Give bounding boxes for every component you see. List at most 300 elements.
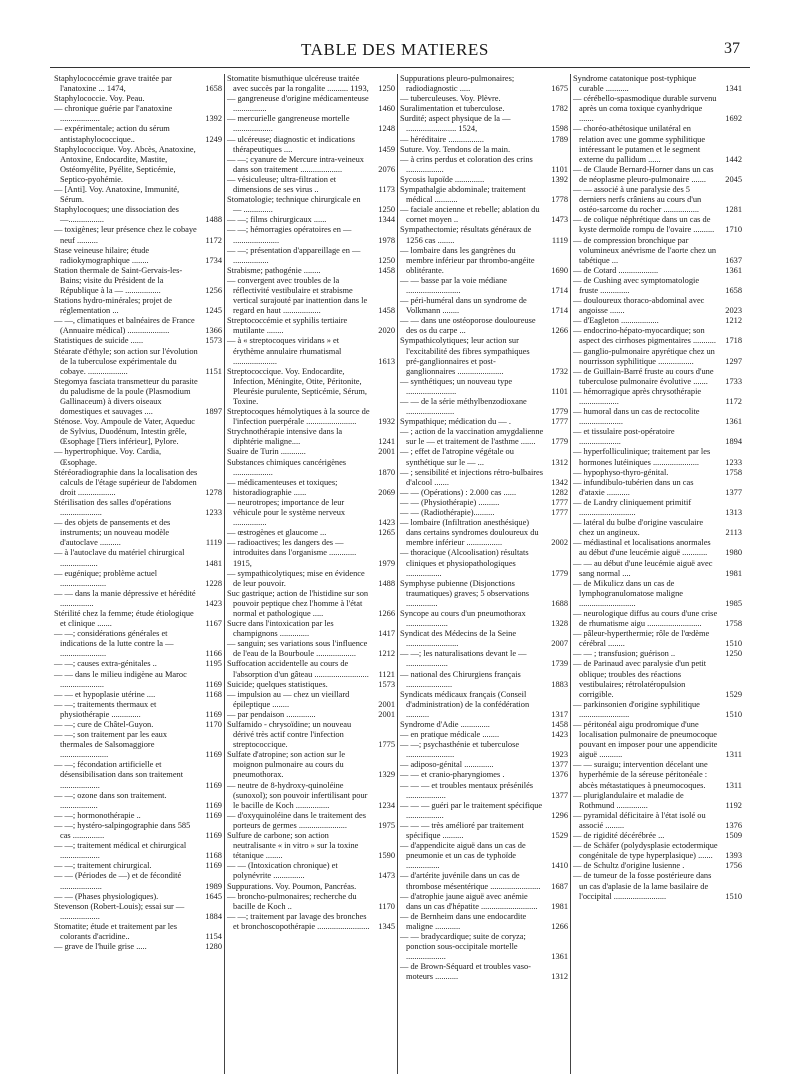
entry-page: 1376	[551, 770, 568, 780]
index-entry	[573, 236, 742, 266]
index-entry	[54, 266, 222, 296]
index-entry	[54, 225, 222, 245]
entry-text: — de colique néphrétique dans un cas de kyste dermoïde rompu de l'ovaire ..........	[573, 215, 715, 235]
entry-text: — — bradycardique; suite de coryza; ponction sous-occipitale mortelle ...................	[400, 931, 526, 962]
entry-text: — de Schultz d'origine lusienne .	[573, 861, 685, 871]
entry-page: 1423	[205, 598, 222, 608]
index-entry	[573, 720, 742, 760]
index-entry	[227, 74, 395, 94]
index-entry	[400, 912, 568, 932]
entry-page: 1169	[205, 709, 222, 719]
index-entry	[54, 871, 222, 891]
entry-page: 1296	[551, 810, 568, 820]
index-entry	[573, 841, 742, 861]
entry-text: — à « streptocoques viridans » et érythème annulaire rhumatismal .....................	[227, 336, 342, 366]
entry-text: — cérébello-spasmodique durable survenu après un coma toxique cyanhydrique .......	[573, 94, 717, 124]
entry-page: 1510	[725, 709, 742, 719]
index-entry	[400, 104, 568, 114]
entry-page: 1985	[725, 598, 742, 608]
entry-text: — médicamenteuses et toxiques; historadiographie ......	[227, 477, 338, 497]
entry-text: — — dans une ostéoporose douloureuse des os du carpe ...	[400, 316, 536, 336]
entry-text: — —; son traitement par les eaux thermales de Salsomaggiore .......................	[54, 730, 168, 760]
entry-text: — douloureux thoraco-abdominal avec angoisse .......	[573, 296, 705, 316]
entry-page: 2113	[725, 528, 742, 538]
entry-text: Staphylococcémie grave traitée par l'anatoxine ... 1474,	[54, 74, 172, 94]
entry-text: Sympathicolytiques; leur action sur l'excitabilité des fibres sympathiques pré-ganglionnaires et post-ganglionnaires ......................	[400, 336, 530, 376]
index-entry	[400, 246, 568, 276]
entry-page: 1121	[378, 669, 395, 679]
index-entry	[227, 478, 395, 498]
index-entry	[54, 942, 222, 952]
entry-text: — —; ozone dans son traitement. ..................	[54, 790, 167, 810]
entry-text: — —; cure de Châtel-Guyon.	[54, 720, 154, 729]
entry-text: Syndrome d'Adie ..............	[400, 720, 490, 729]
entry-text: — de compression bronchique par volumineux anévrisme de l'aorte chez un tabétique ...	[573, 235, 717, 265]
index-entry	[573, 468, 742, 478]
index-column-2	[225, 74, 398, 1074]
entry-text: — de rigidité décérébrée ...	[573, 831, 665, 841]
entry-page: 1488	[205, 215, 222, 225]
entry-text: — infundibulo-tubérien dans un cas d'ataxie ...........	[573, 477, 694, 497]
entry-page: 1732	[551, 366, 568, 376]
entry-text: — radioactives; les dangers des — introduites dans l'organisme ............. 1915,	[227, 538, 357, 568]
entry-text: Station thermale de Saint-Gervais-les-Bains; visite du Président de la République à la — .................	[54, 265, 183, 295]
entry-page: 1410	[551, 861, 568, 871]
entry-page: 1718	[725, 336, 742, 346]
entry-page: 1894	[725, 437, 742, 447]
index-entry	[400, 609, 568, 629]
entry-page: 1312	[551, 457, 568, 467]
index-entry	[227, 94, 395, 114]
entry-page: 1688	[551, 598, 568, 608]
entry-text: — eugénique; problème actuel ......................	[54, 568, 158, 588]
index-entry	[54, 296, 222, 316]
index-entry	[573, 316, 742, 326]
entry-text: — hémorragique après chrysothérapie ...................	[573, 386, 702, 406]
entry-text: — d'appendicite aiguë dans un cas de pneumonie et un cas de typhoïde ................	[400, 841, 526, 871]
entry-text: — — — et troubles mentaux présénilés ...................	[400, 780, 534, 800]
index-column-1	[52, 74, 225, 1074]
index-entry	[227, 639, 395, 659]
index-entry	[573, 811, 742, 831]
index-entry	[400, 427, 568, 447]
entry-text: — ; effet de l'atropine végétale ou synthétique sur le — ...	[400, 447, 514, 467]
entry-page: 1458	[551, 720, 568, 729]
entry-text: Staphylococcique. Voy. Abcès, Anatoxine, Antoxine, Endocardite, Mastite, Ostéomyélite, Pyélite, Septicémie, Septico-pyohémie.	[54, 144, 196, 184]
entry-text: — — (Opérations) : 2.000 cas ......	[400, 487, 517, 497]
entry-page: 1778	[551, 195, 568, 205]
index-entry	[573, 124, 742, 164]
entry-text: Stérilité chez la femme; étude étiologique et clinique .......	[54, 608, 194, 629]
entry-text: Suppurations pleuro-pulmonaires; radiodiagnostic .....	[400, 74, 515, 94]
entry-text: — parkinsonien d'origine syphilitique ........................	[573, 699, 700, 719]
entry-page: 1265	[378, 528, 395, 538]
entry-page: 1234	[378, 800, 395, 810]
entry-text: — broncho-pulmonaires; recherche du bacille de Koch ..	[227, 891, 357, 911]
entry-page: 1169	[205, 831, 222, 841]
entry-text: — —, climatiques et balnéaires de France (Annuaire médical) ....................	[54, 316, 195, 336]
entry-text: — gangreneuse d'origine médicamenteuse ................	[227, 94, 369, 114]
entry-text: — sympathicolytiques; mise en évidence de leur pouvoir.	[227, 568, 365, 588]
entry-page: 1312	[551, 972, 568, 982]
index-entry	[227, 619, 395, 639]
entry-text: Sulfate d'atropine; son action sur le moignon pulmonaire au cours du pneumothorax.	[227, 750, 346, 780]
page-title: TABLE DES MATIERES	[301, 40, 489, 59]
entry-text: — —; traitement médical et chirurgical ...................	[54, 841, 187, 861]
entry-page: 1734	[205, 255, 222, 265]
entry-text: Suc gastrique; action de l'histidine sur son pouvoir peptique chez l'homme à l'état normal et pathologique .....	[227, 588, 369, 618]
header-rule	[50, 67, 750, 68]
entry-page: 1170	[378, 901, 395, 911]
entry-page: 1459	[378, 144, 395, 154]
entry-page: 1361	[725, 417, 742, 427]
entry-page: 1166	[205, 649, 222, 659]
entry-text: — — associé à une paralysie des 5 derniers nerfs crâniens au cours d'un ostéo-sarcome du rocher .................	[573, 185, 702, 215]
index-entry	[573, 296, 742, 316]
entry-text: — pâleur-hyperthermie; rôle de l'œdème cérébral ........	[573, 629, 710, 649]
entry-text: — [Anti]. Voy. Anatoxine, Immunité, Sérum.	[54, 185, 180, 205]
entry-page: 1195	[205, 659, 222, 669]
index-entry	[400, 760, 568, 770]
index-entry	[54, 690, 222, 700]
index-entry	[573, 94, 742, 124]
entry-page: 1328	[551, 619, 568, 629]
entry-page: 1119	[551, 235, 568, 245]
entry-text: — — (Intoxication chronique) et polynévrite ...............	[227, 861, 338, 881]
entry-page: 1170	[205, 720, 222, 729]
entry-text: — de Claude Bernard-Horner dans un cas de néoplasme pleuro-pulmonaire .......	[573, 164, 714, 184]
entry-text: — d'atrophie jaune aiguë avec anémie dans un cas d'hépatite ...........................	[400, 891, 538, 911]
entry-text: — — dans le milieu indigène au Maroc .....................	[54, 669, 187, 689]
entry-page: 1423	[551, 730, 568, 740]
entry-page: 1169	[205, 750, 222, 760]
entry-text: Stéréoradiographie dans la localisation des calculs de l'étage supérieur de l'abdomen droit ..................	[54, 467, 198, 497]
index-entry	[400, 498, 568, 508]
index-entry	[227, 447, 395, 457]
entry-page: 1573	[378, 679, 395, 689]
index-entry	[400, 114, 568, 134]
entry-text: — péri-huméral dans un syndrome de Volkmann ........	[400, 296, 527, 316]
entry-text: Strabisme; pathogénie ........	[227, 265, 321, 275]
index-entry	[54, 468, 222, 498]
index-entry	[400, 821, 568, 841]
index-entry	[400, 145, 568, 155]
entry-text: Suture. Voy. Tendons de la main.	[400, 144, 511, 154]
entry-text: — neurologique diffus au cours d'une crise de rhumatisme aigu ..........................	[573, 608, 718, 629]
entry-page: 1282	[551, 487, 568, 497]
page-header	[50, 40, 740, 64]
entry-page: 1423	[378, 518, 395, 528]
entry-page: 2001	[378, 709, 395, 719]
entry-text: — impulsion au — chez un vieillard épileptique ........	[227, 689, 350, 709]
entry-text: Surdité; aspect physique de la — ........................ 1524,	[400, 114, 511, 134]
entry-text: Streptococcique. Voy. Endocardite, Infection, Méningite, Otite, Péritonite, Pleurésie purulente, Septicémie, Sérum, Toxine.	[227, 366, 367, 406]
index-entry	[54, 518, 222, 548]
entry-page: 2001	[378, 447, 395, 457]
entry-page: 1779	[551, 437, 568, 447]
index-entry	[573, 326, 742, 346]
entry-page: 1169	[205, 679, 222, 689]
index-entry	[227, 427, 395, 447]
index-entry	[573, 367, 742, 387]
index-entry	[54, 377, 222, 417]
index-entry	[400, 276, 568, 296]
index-entry	[54, 205, 222, 225]
index-entry	[54, 336, 222, 346]
entry-text: — expérimentale; action du sérum antistaphylococcique..	[54, 124, 170, 144]
entry-text: Stérilisation des salles d'opérations ....................	[54, 497, 172, 518]
index-entry	[54, 902, 222, 922]
index-entry	[54, 700, 222, 720]
index-entry	[54, 720, 222, 730]
index-entry	[400, 892, 568, 912]
index-entry	[400, 871, 568, 891]
entry-page: 1573	[205, 336, 222, 346]
entry-text: — synthétiques; un nouveau type ........................	[400, 376, 513, 396]
index-entry	[400, 770, 568, 780]
entry-text: — choréo-athétosique unilatéral en relation avec une gomme syphilitique intéressant le putamen et le segment externe du pallidum ......	[573, 124, 706, 164]
index-entry	[400, 548, 568, 578]
entry-text: — national des Chirurgiens français ......................	[400, 669, 521, 689]
entry-text: — à l'autoclave du matériel chirurgical ..................	[54, 548, 185, 568]
entry-text: Stevenson (Robert-Louis); essai sur — ...................	[54, 901, 185, 921]
index-columns	[52, 74, 748, 1074]
entry-text: — de Guillain-Barré fruste au cours d'une tuberculose pulmonaire évolutive .......	[573, 366, 714, 386]
entry-page: 1250	[725, 649, 742, 659]
entry-text: — — — guéri par le traitement spécifique ..................	[400, 800, 543, 820]
entry-page: 1870	[378, 467, 395, 477]
entry-page: 1169	[205, 810, 222, 820]
index-entry	[400, 730, 568, 740]
entry-text: — —; traitements thermaux et physiothérapie ..............	[54, 699, 157, 719]
index-entry	[54, 629, 222, 659]
entry-text: Stomatite; étude et traitement par les colorants d'acridine..	[54, 921, 178, 941]
entry-text: — — dans la manie dépressive et hérédité ................	[54, 588, 196, 608]
entry-text: Syndrome catatonique post-typhique curable ...........	[573, 74, 697, 94]
entry-text: — — (Physiothérapie) ..........	[400, 497, 500, 507]
index-entry	[227, 336, 395, 366]
index-entry	[573, 347, 742, 367]
index-entry	[54, 498, 222, 518]
index-entry	[227, 659, 395, 679]
entry-text: — ulcéreuse; diagnostic et indications thérapeutiques ....	[227, 134, 355, 154]
entry-text: — grave de l'huile grise .....	[54, 942, 147, 952]
entry-text: Substances chimiques cancérigènes ...................	[227, 457, 347, 477]
entry-text: — d'artérite juvénile dans un cas de thrombose mésentérique ........................	[400, 871, 541, 891]
entry-text: — de Parinaud avec paralysie d'un petit oblique; troubles des réactions vestibulaires; rétrolatéropulsion corrigible.	[573, 659, 707, 699]
entry-text: — — et hypoplasie utérine ....	[54, 689, 156, 699]
entry-text: — —; présentation d'appareillage en — .................	[227, 245, 361, 265]
index-entry	[573, 791, 742, 811]
index-entry	[400, 579, 568, 609]
index-entry	[573, 538, 742, 558]
entry-page: 1329	[378, 770, 395, 780]
entry-text: — —; psychasthénie et tuberculose .......................	[400, 740, 520, 760]
index-entry	[573, 478, 742, 498]
entry-page: 1119	[205, 538, 222, 548]
entry-page: 1417	[378, 629, 395, 639]
index-entry	[400, 175, 568, 185]
entry-text: — —; hystéro-salpingographie dans 585 cas ...............	[54, 820, 191, 841]
entry-text: — endocrino-hépato-myocardique; son aspect des cirrhoses pigmentaires ...........	[573, 326, 716, 346]
index-entry	[573, 407, 742, 427]
entry-text: — œstrogènes et glaucome ...	[227, 528, 327, 538]
index-entry	[573, 427, 742, 447]
entry-page: 1510	[725, 639, 742, 649]
entry-text: — hypophyso-thyro-génital.	[573, 467, 669, 477]
entry-page: 1714	[551, 285, 568, 295]
entry-page: 1758	[725, 619, 742, 629]
index-entry	[54, 74, 222, 94]
index-entry	[400, 488, 568, 498]
page-number: 37	[724, 40, 740, 57]
index-entry	[400, 841, 568, 871]
entry-page: 1658	[725, 285, 742, 295]
entry-page: 1733	[725, 376, 742, 386]
index-entry	[54, 730, 222, 760]
index-entry	[400, 670, 568, 690]
entry-text: — hyperfolliculinique; traitement par les hormones lutéiniques ......................	[573, 447, 711, 467]
entry-text: — mercurielle gangreneuse mortelle ...................	[227, 114, 350, 134]
entry-text: — —; cyanure de Mercure intra-veineux dans son traitement ....................	[227, 154, 364, 174]
entry-page: 1645	[205, 891, 222, 901]
entry-page: 1975	[378, 820, 395, 830]
entry-text: — pluriglandulaire et maladie de Rothmund ...............	[573, 790, 684, 810]
entry-page: 1266	[551, 326, 568, 336]
entry-page: 1342	[551, 477, 568, 487]
index-entry	[573, 629, 742, 649]
index-entry	[227, 912, 395, 932]
index-entry	[227, 215, 395, 225]
entry-page: 2045	[725, 174, 742, 184]
entry-text: — — suraigu; intervention décelant une hyperhémie de la séreuse péritonéale : abcès métastatiques à pneumocoques.	[573, 760, 708, 790]
index-entry	[54, 609, 222, 629]
entry-page: 1458	[378, 306, 395, 316]
index-entry	[573, 861, 742, 871]
index-entry	[227, 458, 395, 478]
entry-text: — d'oxyquinoléine dans le traitement des porteurs de germes .......................	[227, 810, 366, 830]
entry-text: — —; hormonothérapie ..	[54, 810, 141, 820]
index-entry	[400, 135, 568, 145]
entry-page: 1169	[205, 780, 222, 790]
index-entry	[227, 690, 395, 710]
entry-text: — médiastinal et localisations anormales au début d'une leucémie aiguë ............	[573, 538, 711, 558]
entry-page: 1241	[378, 437, 395, 447]
entry-text: — convergent avec troubles de la réflectivité vestibulaire et strabisme vertical surajouté par inattention dans le regard en haut ..................	[227, 275, 368, 316]
entry-page: 1789	[551, 134, 568, 144]
entry-page: 1739	[551, 659, 568, 669]
index-entry	[573, 700, 742, 720]
entry-text: Syndicat des Médecins de la Seine .........................	[400, 629, 517, 649]
index-entry	[54, 94, 222, 104]
entry-page: 1256	[205, 285, 222, 295]
entry-text: Suaire de Turin ............	[227, 447, 306, 457]
index-entry	[573, 518, 742, 538]
index-entry	[400, 185, 568, 205]
index-entry	[573, 649, 742, 659]
index-entry	[573, 165, 742, 185]
entry-text: — — et cranio-pharyngiomes .	[400, 770, 505, 780]
entry-page: 1714	[551, 306, 568, 316]
entry-text: — en pratique médicale ........	[400, 730, 500, 740]
index-entry	[54, 922, 222, 942]
entry-page: 1250	[378, 205, 395, 215]
entry-page: 1250	[378, 84, 395, 94]
entry-page: 1782	[551, 104, 568, 114]
index-entry	[54, 760, 222, 790]
entry-page: 1250	[378, 255, 395, 265]
entry-page: 1344	[378, 215, 395, 225]
index-entry	[573, 387, 742, 407]
entry-page: 1361	[725, 265, 742, 275]
entry-page: 1777	[551, 508, 568, 518]
entry-text: — ; action de la vaccination amygdalienne sur le — et traitement de l'asthme .......	[400, 427, 544, 447]
entry-page: 1529	[725, 689, 742, 699]
index-entry	[54, 548, 222, 568]
entry-page: 1775	[378, 740, 395, 750]
entry-page: 1101	[551, 164, 568, 174]
entry-page: 1249	[205, 134, 222, 144]
entry-text: — péritonéal aigu prodromique d'une localisation pulmonaire de pneumocoque pouvant en imposer pour une appendicite aiguë ...........	[573, 720, 718, 760]
entry-page: 1658	[205, 84, 222, 94]
index-entry	[573, 498, 742, 518]
index-entry	[573, 185, 742, 215]
entry-text: Stase veineuse hilaire; étude radiokymographique ........	[54, 245, 150, 265]
entry-page: 1897	[205, 407, 222, 417]
entry-text: Symphyse pubienne (Disjonctions traumatiques) graves; 5 observations ...............	[400, 578, 530, 608]
entry-text: — par pendaison ..............	[227, 709, 316, 719]
entry-text: — —; traitement chirurgical.	[54, 861, 152, 871]
index-entry	[227, 781, 395, 811]
entry-page: 1481	[205, 558, 222, 568]
entry-text: Syncope au cours d'un pneumothorax ....................	[400, 608, 526, 629]
index-entry	[227, 498, 395, 528]
entry-text: — de tumeur de la fosse postérieure dans un cas d'aplasie de la lame basilaire de l'occipital .........................	[573, 871, 712, 901]
index-entry	[400, 397, 568, 417]
entry-page: 1377	[551, 760, 568, 770]
entry-text: Streptococcémie et syphilis tertiaire mutilante ........	[227, 316, 348, 336]
entry-text: — — (Périodes de —) et de fécondité ....................	[54, 871, 182, 891]
index-column-4	[571, 74, 744, 1074]
index-entry	[227, 882, 395, 892]
entry-text: Sulfure de carbone; son action neutralisante « in vitro » sur la toxine tétanique ........	[227, 831, 359, 861]
entry-page: 1233	[205, 508, 222, 518]
entry-text: Statistiques de suicide ......	[54, 336, 144, 346]
entry-page: 2020	[378, 326, 395, 336]
entry-page: 1978	[378, 235, 395, 245]
entry-page: 1172	[725, 397, 742, 406]
entry-text: — —; films chirurgicaux ......	[227, 215, 327, 225]
entry-text: — ; sensibilité et injections rétro-bulbaires d'alcool .......	[400, 467, 544, 487]
index-column-3	[398, 74, 571, 1074]
entry-page: 1281	[725, 205, 742, 215]
entry-page: 1311	[725, 780, 742, 790]
entry-text: Syndicats médicaux français (Conseil d'administration) de la confédération ...........	[400, 689, 530, 719]
entry-page: 1690	[551, 265, 568, 275]
index-entry	[54, 589, 222, 609]
entry-text: Stations hydro-minérales; projet de réglementation ...	[54, 296, 172, 316]
entry-text: — pyramidal déficitaire à l'état isolé ou associé .........	[573, 810, 706, 830]
index-entry	[573, 447, 742, 467]
entry-text: — — ; transfusion; guérison ..	[573, 649, 676, 659]
index-entry	[227, 528, 395, 538]
entry-page: 1266	[551, 921, 568, 931]
entry-text: — —; les naturalisations devant le — ....................	[400, 649, 527, 669]
entry-text: — et tissulaire post-opératoire ....................	[573, 427, 675, 447]
entry-page: 1932	[378, 417, 395, 427]
entry-text: — neurotropes; importance de leur véhicule pour le système nerveux ................	[227, 497, 346, 528]
entry-page: 1598	[551, 124, 568, 134]
